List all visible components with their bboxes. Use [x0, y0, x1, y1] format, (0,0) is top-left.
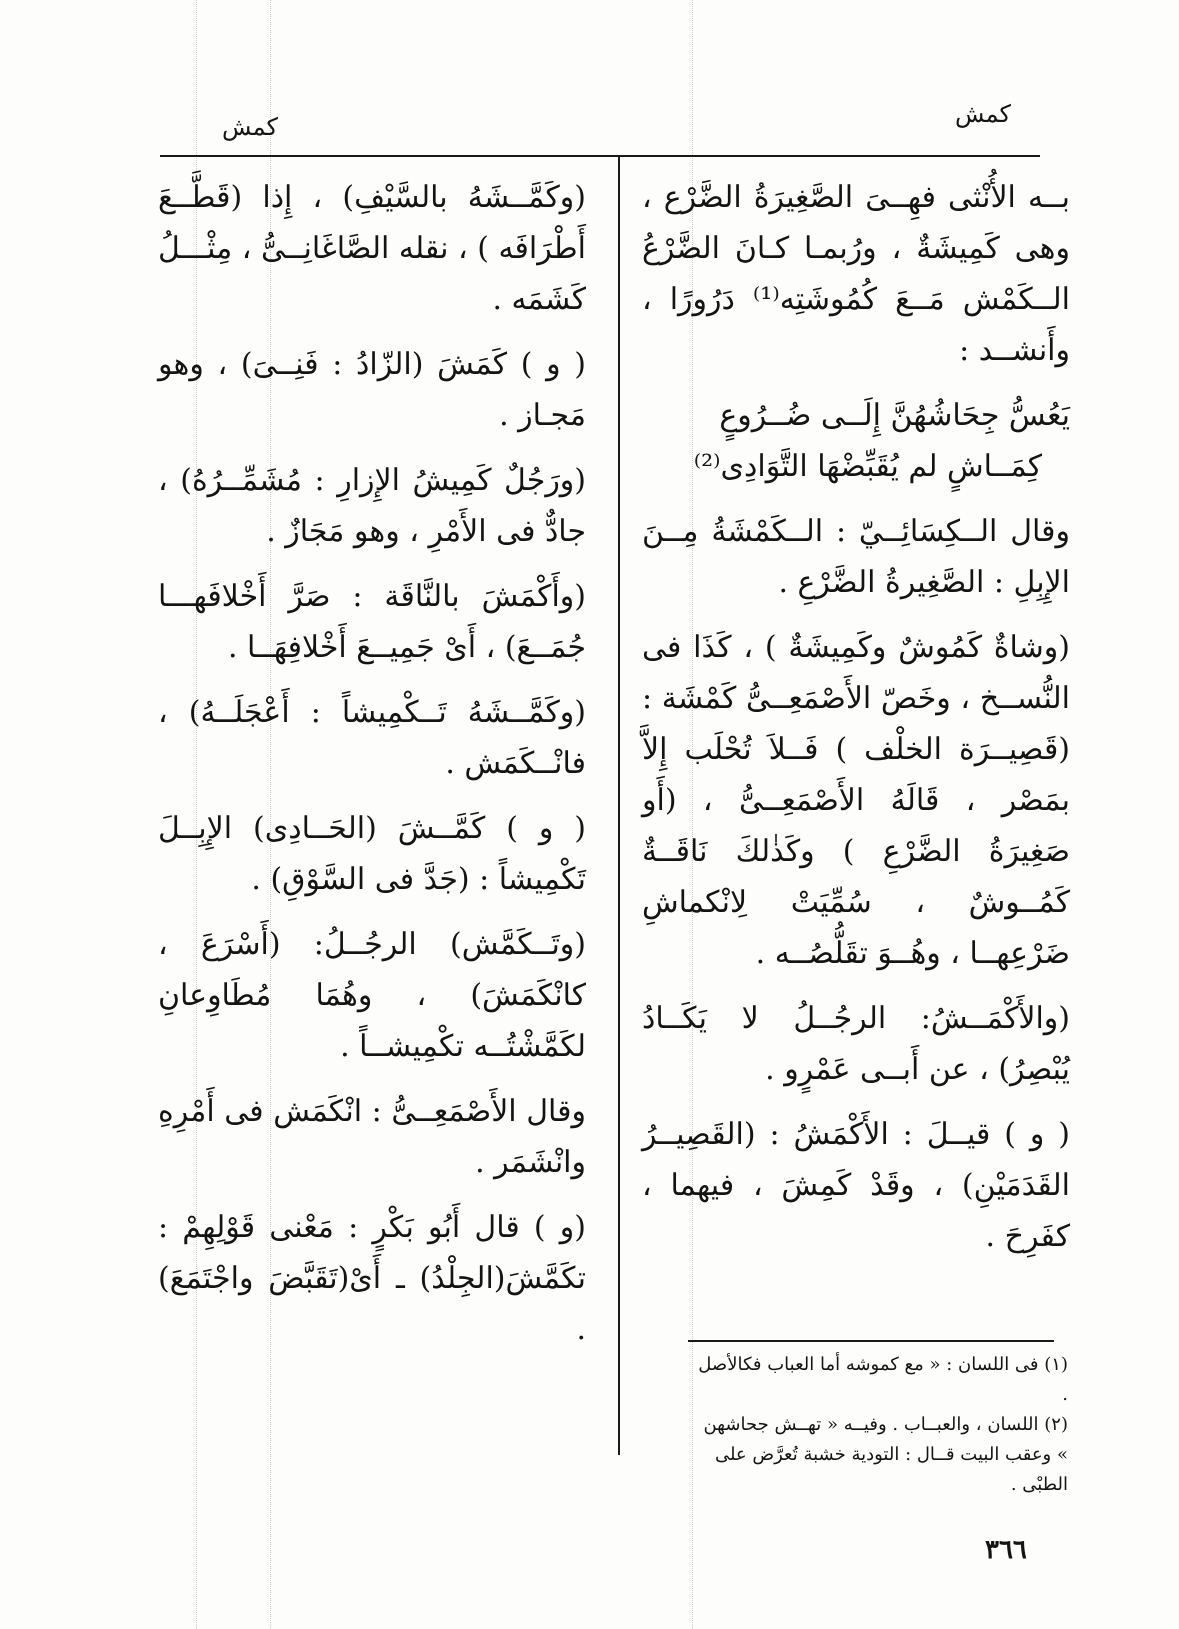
right-running-headword: كمش [955, 100, 1011, 128]
entry-paragraph: (وأَكْمَشَ بالنَّاقَة : صَرَّ أَخْلافَهـــا جُمَــعَ) ، أَىْ جَمِيــعَ أَخْلافِهَــا . [158, 579, 586, 665]
right-text-column [642, 172, 1070, 1276]
footnote: (١) فى اللسان : « مع كموشه أما العباب فكالأصل . [698, 1354, 1068, 1405]
entry-paragraph: (وكَمَّــشَهُ بالسَّيْفِ) ، إِذا (قَطَّــعَ أَطْرَافَه ) ، نقله الصَّاغَانِــىُّ ، مِثْـــلُ كَشَمَه . [158, 180, 586, 317]
footnote: (٢) اللسان ، والعبــاب . وفيــه « تهــش جحاشهن » وعقب البيت قــال : التودية خشبة تُعرَّض على الطبْى . [703, 1414, 1068, 1495]
entry-paragraph: (ورَجُلٌ كَمِيشُ الإِزارِ : مُشَمِّــرُهُ) ، جادٌّ فى الأَمْرِ ، وهو مَجَازٌ . [158, 463, 586, 549]
entry-paragraph: ( و ) كَمَشَ (الزّادُ : فَنِــىَ) ، وهو مَجـاز . [158, 347, 586, 433]
left-running-headword: كمش [222, 113, 278, 141]
footnotes [688, 1350, 1068, 1500]
column-divider [618, 155, 620, 1455]
poem-verse [642, 390, 1070, 492]
entry-paragraph: وقال الــكِسَائِــيّ : الــكَمْشَةُ مِــنَ الإِبِلِ : الصَّغِيرةُ الضَّرْعِ . [642, 514, 1070, 600]
verse-line: يَعُسُّ جِحَاشُهُنَّ إِلَــى ضُــرُوعٍ [719, 398, 1070, 433]
header-rule [160, 155, 1040, 157]
entry-paragraph: ( و ) قيــلَ : الأَكْمَشُ : (القَصِيــرُ القَدَمَيْنِ) ، وقَدْ كَمِشَ ، فيهما ، كفَرِحَ . [642, 1117, 1070, 1254]
page-number: ٣٦٦ [985, 1535, 1027, 1565]
entry-paragraph: (وشاةٌ كَمُوشٌ وكَمِيشَةٌ ) ، كَذَا فى النُّســخ ، وخَصّ الأَصْمَعِــىُّ كَمْشَة : (قَصِيــرَة الخلْف ) فَــلاَ تُحْلَب إِلاَّ بمَصْر ، قَالَهُ الأَصْمَعِــىُّ ، (أَو صَغِيرَةُ الضَّرْعِ ) وكَذٰلكَ نَاقَــةٌ كَمُــوشٌ ، سُمِّيَتْ لِانْكماشِ ضَرْعِهــا ، وهُــوَ تقَلُّصُــه . [642, 630, 1070, 971]
entry-paragraph: (والأَكْمَــشُ: الرجُــلُ لا يَكَــادُ يُبْصِرُ) ، عن أَبــى عَمْرٍو . [642, 1001, 1070, 1087]
entry-paragraph: (وتَــكَمَّش) الرجُــلُ: (أَسْرَعَ ، كانْكَمَشَ) ، وهُمَا مُطَاوِعانِ لكَمَّشْتُــه تكْمِيشــاً . [158, 927, 586, 1064]
entry-paragraph: بــه الأُنْثى فهِــىَ الصَّغِيرَةُ الضَّرْع ، وهى كَمِيشَةٌ ، ورُبمـا كـانَ الضَّرْعُ الــكَمْش مَــعَ كُمُوشَتِه⁽¹⁾ دَرُورًا ، وأَنشــد : [642, 180, 1070, 368]
entry-paragraph: وقال الأَصْمَعِــىُّ : انْكَمَش فى أَمْرِهِ وانْشَمَر . [158, 1094, 586, 1180]
left-text-column [158, 172, 586, 1369]
entry-paragraph: (و ) قال أَبُو بَكْرٍ : مَعْنى قَوْلِهِمْ : تكَمَّشَ(الجِلْدُ) ـ أَىْ(تَقَبَّضَ واجْتَمَعَ) . [158, 1210, 586, 1347]
verse-line: كِمَــاشٍ لم يُقَبِّضْهَا التَّوَادِى⁽²⁾ [693, 449, 1042, 484]
entry-paragraph: (وكَمَّــشَهُ تَــكْمِيشاً : أَعْجَلَــهُ) ، فانْــكَمَش . [158, 695, 586, 781]
footnote-rule [688, 1340, 1054, 1342]
entry-paragraph: ( و ) كَمَّــشَ (الحَــادِى) الإِبِــلَ تَكْمِيشاً : (جَدَّ فى السَّوْقِ) . [158, 811, 586, 897]
